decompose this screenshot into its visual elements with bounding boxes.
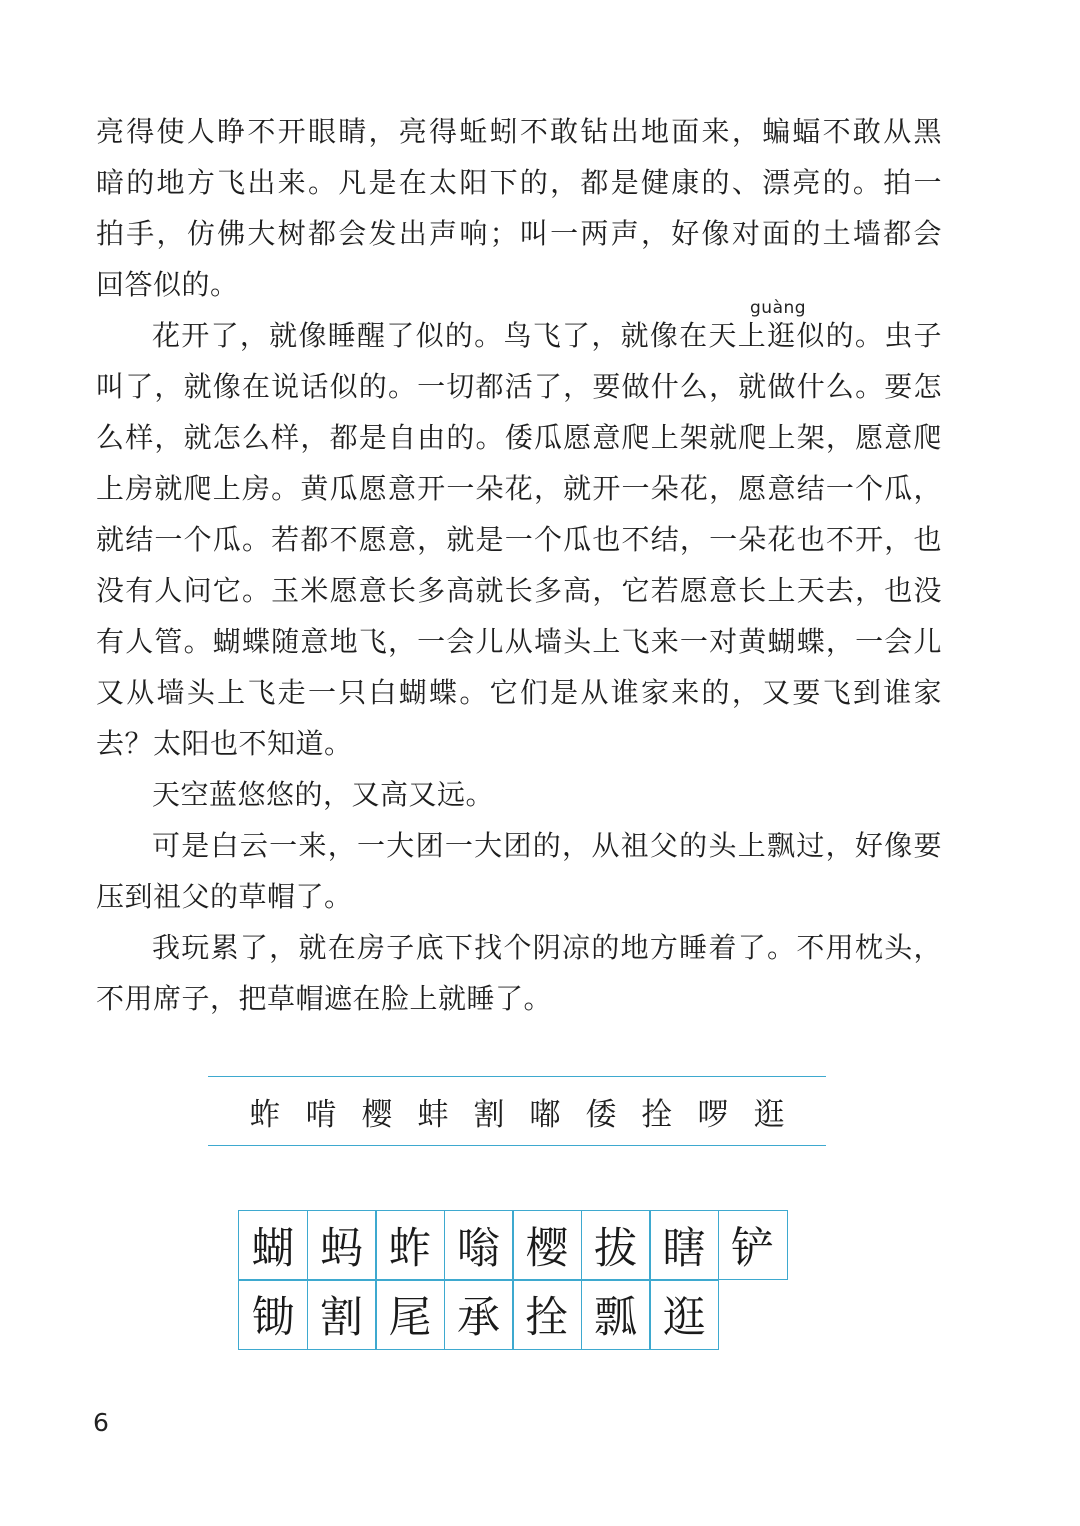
- text-line: 去？太阳也不知道。: [96, 727, 353, 760]
- text-line: 亮得使人睁不开眼睛，亮得蚯蚓不敢钻出地面来，蝙蝠不敢从黑: [96, 115, 942, 148]
- text-line: 天空蓝悠悠的，又高又远。: [152, 778, 495, 811]
- writing-grid-row: [240, 1210, 788, 1279]
- pronounce-char: 嘟: [529, 1096, 561, 1133]
- write-char-cell: 嗡: [444, 1210, 514, 1280]
- pronounce-char: 蚱: [249, 1096, 281, 1133]
- pronounce-char: 啰: [697, 1096, 729, 1133]
- pronunciation-box: [208, 1076, 826, 1146]
- write-char-cell: 蚱: [375, 1210, 445, 1280]
- pronounce-char: 倭: [585, 1096, 617, 1133]
- write-char-cell: 拔: [581, 1210, 651, 1280]
- text-line: 有人管。蝴蝶随意地飞，一会儿从墙头上飞来一对黄蝴蝶，一会儿: [96, 625, 942, 658]
- text-line: 又从墙头上飞走一只白蝴蝶。它们是从谁家来的，又要飞到谁家: [96, 676, 942, 709]
- write-char-cell: 瞎: [649, 1210, 719, 1280]
- text-line: 没有人问它。玉米愿意长多高就长多高，它若愿意长上天去，也没: [96, 574, 942, 607]
- writing-grid-row: [240, 1280, 720, 1349]
- write-char-cell: 尾: [375, 1280, 445, 1350]
- text-line: 上房就爬上房。黄瓜愿意开一朵花，就开一朵花，愿意结一个瓜，: [96, 472, 942, 505]
- pronounce-char: 蚌: [417, 1096, 449, 1133]
- pronunciation-chars: [208, 1077, 826, 1145]
- text-line: 么样，就怎么样，都是自由的。倭瓜愿意爬上架就爬上架，愿意爬: [96, 421, 942, 454]
- text-line: 我玩累了，就在房子底下找个阴凉的地方睡着了。不用枕头，: [152, 931, 942, 964]
- text-line: 就结一个瓜。若都不愿意，就是一个瓜也不结，一朵花也不开，也: [96, 523, 942, 556]
- text-line: 叫了，就像在说话似的。一切都活了，要做什么，就做什么。要怎: [96, 370, 942, 403]
- text-line: 可是白云一来，一大团一大团的，从祖父的头上飘过，好像要: [152, 829, 942, 862]
- text-line: 压到祖父的草帽了。: [96, 880, 353, 913]
- text-line: 不用席子，把草帽遮在脸上就睡了。: [96, 982, 553, 1015]
- text-line: 花开了，就像睡醒了似的。鸟飞了，就像在天上逛似的。虫子: [152, 319, 942, 352]
- write-char-cell: 逛: [649, 1280, 719, 1350]
- text-line: 回答似的。: [96, 268, 239, 301]
- page-number: 6: [93, 1408, 109, 1437]
- write-char-cell: 瓢: [581, 1280, 651, 1350]
- pinyin-annotation: guàng: [750, 298, 807, 318]
- pronounce-char: 樱: [361, 1096, 393, 1133]
- write-char-cell: 蚂: [307, 1210, 377, 1280]
- pronounce-char: 逛: [753, 1096, 785, 1133]
- pronounce-char: 割: [473, 1096, 505, 1133]
- text-line: 暗的地方飞出来。凡是在太阳下的，都是健康的、漂亮的。拍一: [96, 166, 942, 199]
- write-char-cell: 蝴: [238, 1210, 308, 1280]
- write-char-cell: 拴: [512, 1280, 582, 1350]
- write-char-cell: 割: [307, 1280, 377, 1350]
- write-char-cell: 铲: [718, 1210, 788, 1280]
- pronounce-char: 啃: [305, 1096, 337, 1133]
- write-char-cell: 樱: [512, 1210, 582, 1280]
- write-char-cell: 锄: [238, 1280, 308, 1350]
- text-line: 拍手，仿佛大树都会发出声响；叫一两声，好像对面的土墙都会: [96, 217, 942, 250]
- write-char-cell: 承: [444, 1280, 514, 1350]
- pronounce-char: 拴: [641, 1096, 673, 1133]
